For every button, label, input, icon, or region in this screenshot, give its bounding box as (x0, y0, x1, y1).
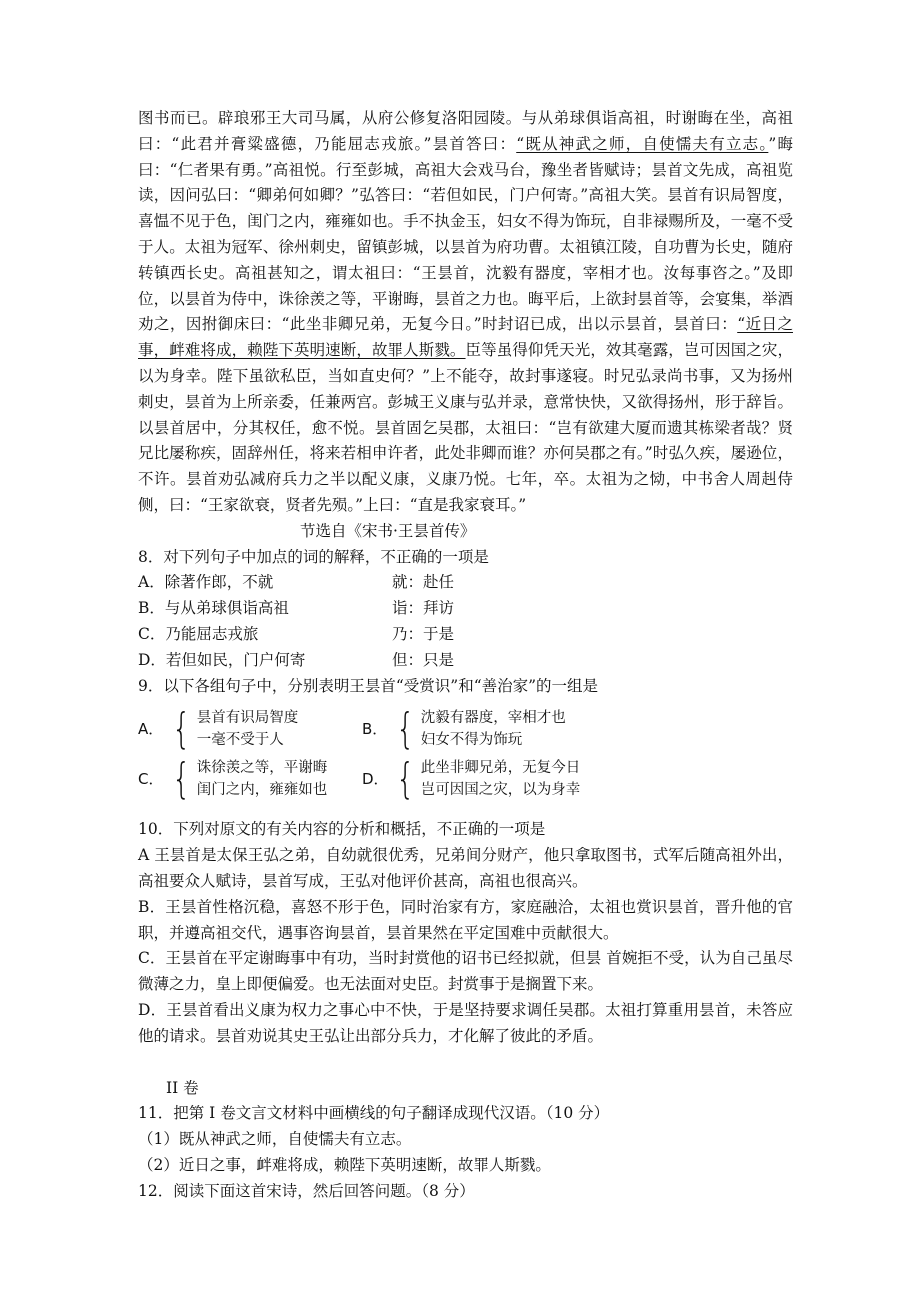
q10-stem: 10．下列对原文的有关内容的分析和概括，不正确的一项是 (138, 820, 546, 839)
q9-option-b: B． { 沈毅有器度，宰相才也 妇女不得为饰玩 (362, 704, 566, 754)
section-title: II 卷 (166, 1078, 199, 1097)
passage-segment: 臣等虽得仰凭天光，效其毫露，岂可因国之灾，以为身幸。陛下虽欲私臣，当如直史何？”上不能夺，故封事遂寝。时兄弘录尚书事，又为扬州刺史，昙首为上所亲委，任兼两宫。彭城王义康与弘并录，意常快快，又欲得扬州，形于辞旨。以昙首居中，分其权任，愈不悦。昙首固乞吴郡，太祖曰：“岂有欲建大厦而遗其栋梁者哉？贤兄比屡称疾，固辞州任，将来若相申许者，此处非卿而谁？亦何吴郡之有。”时弘久疾，屡逊位，不许。昙首劝弘减府兵力之半以配义康，义康乃悦。七年，卒。太祖为之恸，中书舍人周赳侍侧，曰：“王家欲衰，贤者先殒。”上曰：“直是我家衰耳。” (138, 341, 793, 514)
underlined-sentence-2: “近日之事，衅难将成，赖陛下英明速断，故罪人斯戮。 (138, 315, 793, 360)
q11-item: （2）近日之事，衅难将成，赖陛下英明速断，故罪人斯戮。 (138, 1155, 551, 1174)
q11-item: （1）既从神武之师，自使懦夫有立志。 (138, 1130, 412, 1149)
q10-option-c: C．王昙首在平定谢晦事中有功，当时封赏他的诏书已经拟就，但昙 首婉拒不受，认为自己虽尽微薄之力，皇上即便偏爱。也无法面对史臣。封赏事于是搁置下来。 (138, 949, 793, 994)
q8-stem: 8．对下列句子中加点的词的解释，不正确的一项是 (138, 547, 489, 566)
q12-stem: 12．阅读下面这首宋诗，然后回答问题。（8 分） (138, 1181, 475, 1200)
q9-option-d: D． { 此坐非卿兄弟，无复今日 岂可因国之灾，以为身幸 (362, 754, 581, 804)
q9-options (138, 704, 793, 807)
q8-option: C．乃能屈志戎旅 乃：于是 (138, 624, 455, 643)
q8-option: D．若但如民，门户何寄 但：只是 (138, 650, 455, 669)
q9-option-c: C． { 诛徐羡之等，平谢晦 闺门之内，雍雍如也 (138, 754, 328, 804)
q10-option-a: A 王昙首是太保王弘之弟，自幼就很优秀，兄弟间分财产，他只拿取图书，式军后随高祖外出，高祖要众人赋诗，昙首写成，王弘对他评价甚高，高祖也很高兴。 (138, 846, 793, 890)
exam-page (138, 106, 793, 1204)
brace-icon: { (396, 754, 415, 804)
passage-segment: ”晦曰：“仁者果有勇。”高祖悦。行至彭城，高祖大会戏马台，豫坐者皆赋诗；昙首文先成，高祖览读，因问弘曰：“卿弟何如卿？”弘答曰：“若但如民，门户何寄。”高祖大笑。昙首有识局智度，喜愠不见于色，闺门之内，雍雍如也。手不执金玉，妇女不得为饰玩，自非禄赐所及，一毫不受于人。太祖为冠军、徐州刺史，留镇彭城，以昙首为府功曹。太祖镇江陵，自功曹为长史，随府转镇西长史。高祖甚知之，谓太祖曰：“王昙首，沈毅有器度，宰相才也。汝每事咨之。”及即位，以昙首为侍中，诛徐羡之等，平谢晦，昙首之力也。晦平后，上欲封昙首等，会宴集，举酒劝之，因拊御床曰：“此坐非卿兄弟，无复今日。”时封诏已成，出以示昙首，昙首曰： (138, 134, 793, 334)
underlined-sentence-1: “既从神武之师，自使懦夫有立志。 (516, 134, 769, 153)
q11-stem: 11．把第 I 卷文言文材料中画横线的句子翻译成现代汉语。（10 分） (138, 1104, 610, 1123)
q10-option-d: D．王昙首看出义康为权力之事心中不快，于是坚持要求调任吴郡。太祖打算重用昙首，未答应他的请求。昙首劝说其史王弘让出部分兵力，才化解了彼此的矛盾。 (138, 1000, 793, 1045)
passage-source: 节选自《宋书·王昙首传》 (300, 521, 476, 540)
q10-option-b: B．王昙首性格沉稳，喜怒不形于色，同时治家有方，家庭融洽，太祖也赏识昙首，晋升他的官职，并遵高祖交代，遇事咨询昙首，昙首果然在平定国难中贡献很大。 (138, 897, 793, 942)
brace-icon: { (396, 704, 415, 754)
passage-text (138, 106, 793, 519)
q8-option: A．除著作郎，不就 就：赴任 (138, 573, 455, 592)
brace-icon: { (172, 704, 191, 754)
q9-stem: 9．以下各组句子中，分别表明王昙首“受赏识”和“善治家”的一组是 (138, 676, 599, 695)
q8-option: B．与从弟球俱诣高祖 诣：拜访 (138, 599, 455, 618)
brace-icon: { (172, 754, 191, 804)
passage-segment: 图书而已。辟琅邪王大司马属，从府公修复洛阳园陵。与从弟球俱诣高祖，时谢晦在坐，高祖曰：“此君并膏粱盛德，乃能屈志戎旅。”昙首答曰： (138, 109, 793, 153)
q9-option-a: A． { 昙首有识局智度 一毫不受于人 (138, 704, 299, 754)
